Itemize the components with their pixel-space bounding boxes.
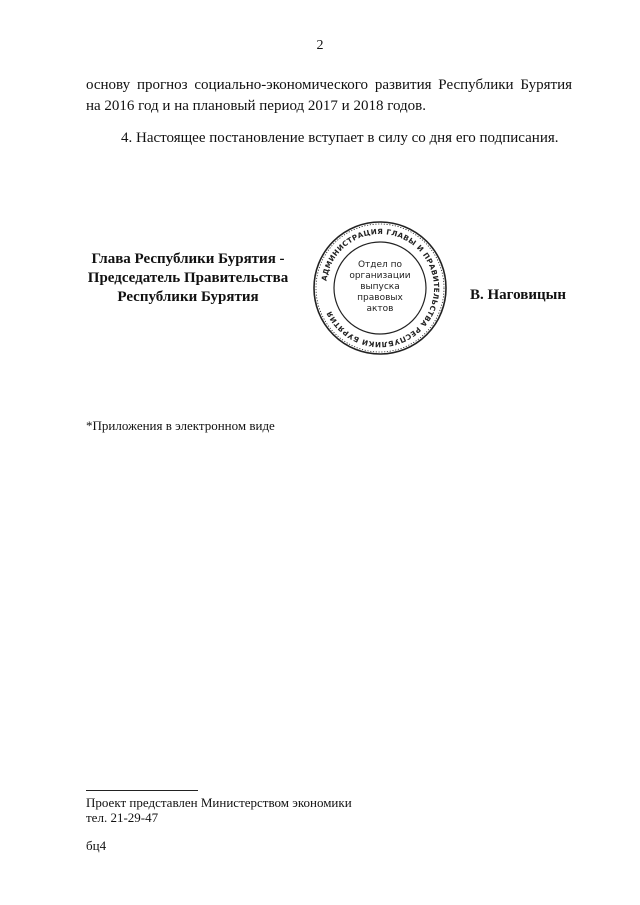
official-stamp <box>310 218 450 358</box>
paragraph-line: основу прогноз социально-экономического развития Республики Бурятия <box>86 77 572 93</box>
stamp-center-line: правовых <box>357 293 403 303</box>
paragraph-continuation <box>86 75 572 117</box>
paragraph-line: на 2016 год и на плановый период 2017 и 2018 годов. <box>86 98 427 114</box>
footer-phone: тел. 21-29-47 <box>86 810 159 825</box>
stamp-center-line: актов <box>366 304 394 314</box>
footer-prepared-by: Проект представлен Министерством экономики <box>86 795 352 810</box>
stamp-center-line: выпуска <box>360 282 400 292</box>
signer-title <box>60 250 316 307</box>
stamp-center-line: Отдел по <box>357 260 403 270</box>
attachments-footnote: *Приложения в электронном виде <box>86 418 275 433</box>
signer-title-line: Председатель Правительства <box>87 270 289 286</box>
signer-title-line: Республики Бурятия <box>117 289 259 305</box>
footer-document-code: бц4 <box>86 838 107 853</box>
signer-name: В. Наговицын <box>470 287 566 303</box>
stamp-ring-text: АДМИНИСТРАЦИЯ ГЛАВЫ И ПРАВИТЕЛЬСТВА РЕСПУБЛИКИ БУРЯТИЯ <box>319 226 442 350</box>
stamp-center-line: организации <box>349 271 411 281</box>
page-number: 2 <box>316 38 324 53</box>
signer-title-line: Глава Республики Бурятия - <box>91 251 285 267</box>
paragraph-effective-clause: 4. Настоящее постановление вступает в силу со дня его подписания. <box>121 130 559 146</box>
footer-divider <box>86 790 198 791</box>
